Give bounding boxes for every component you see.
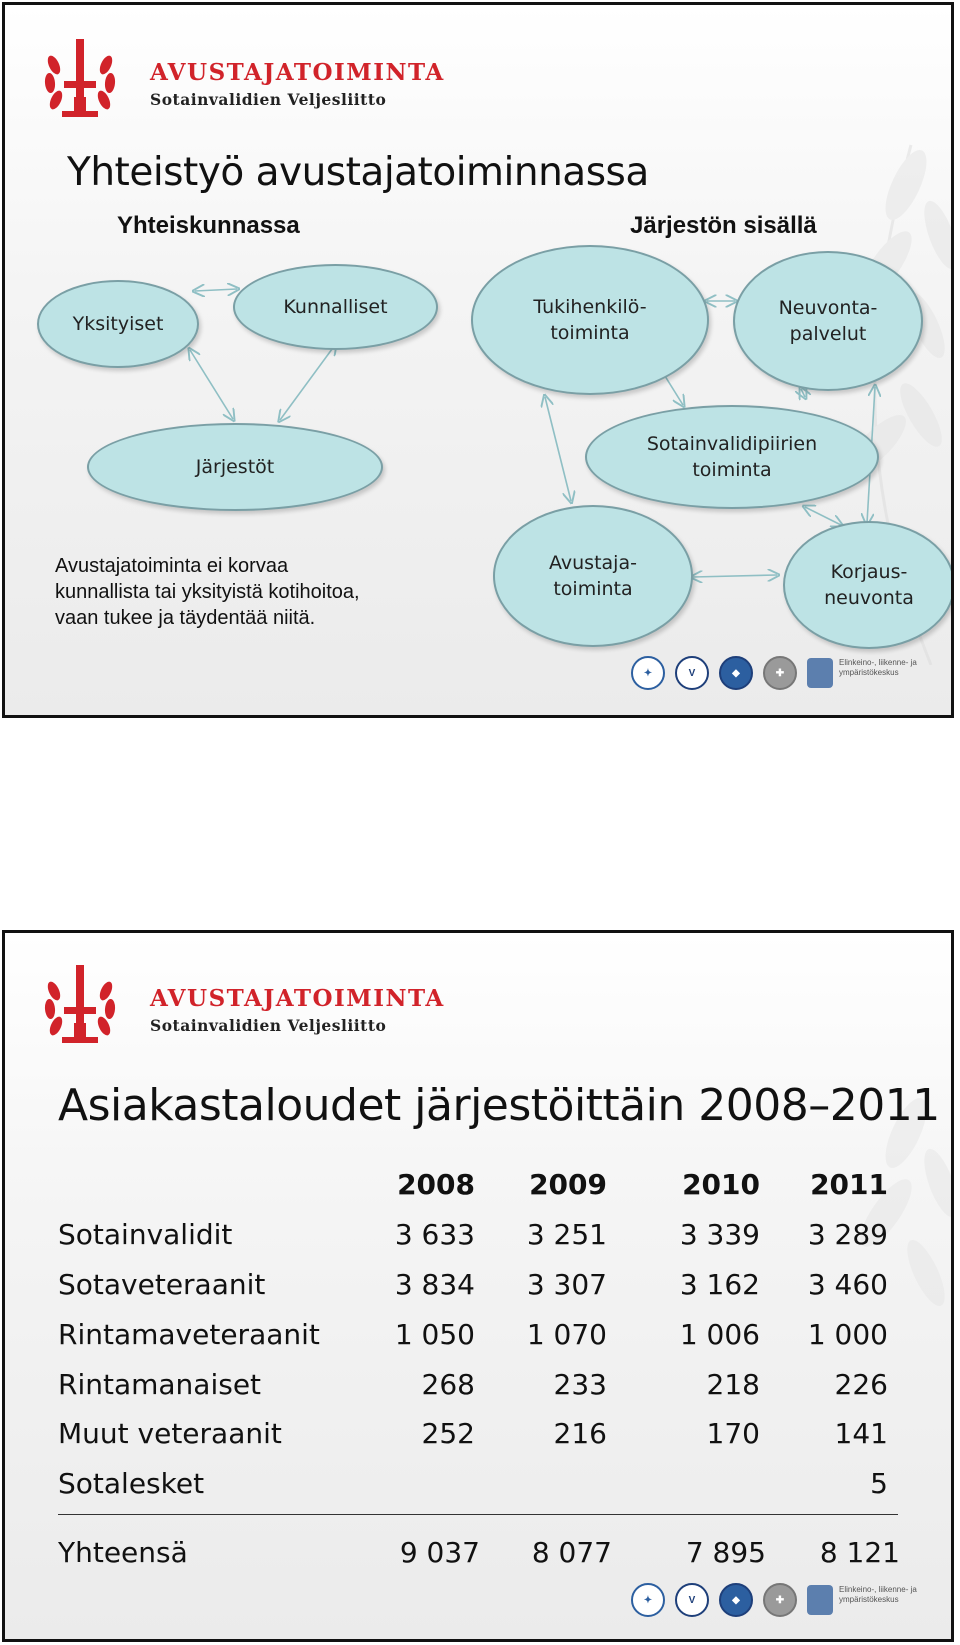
table-cell: 1 006 [679,1318,760,1351]
sword-wreath-emblem-icon [40,961,120,1049]
table-cell: 226 [834,1368,888,1401]
table-cell: 1 050 [394,1318,475,1351]
sword-wreath-emblem-icon [40,35,120,123]
total-cell: 8 121 [819,1536,900,1569]
table-cell: 233 [553,1368,607,1401]
note-text [55,553,360,631]
page-title: Yhteistyö avustajatoiminnassa [67,150,649,195]
table-cell: 170 [706,1417,760,1450]
node-kunnalliset: Kunnalliset [233,264,438,350]
table-cell: 218 [706,1368,760,1401]
row-label: Sotaveteraanit [58,1268,266,1301]
partner-text [839,658,917,678]
year-header: 2008 [397,1168,475,1201]
slide-households [2,930,954,1642]
table-cell: 216 [553,1417,607,1450]
node-neuvontapalvelut: Neuvonta- palvelut [733,251,923,391]
arrow-yksityiset-jarjestot [190,350,233,419]
ely-logo-icon [807,1585,833,1615]
table-cell: 1 000 [807,1318,888,1351]
page-title: Asiakastaloudet järjestöittäin 2008–2011 [58,1080,940,1131]
node-jarjestot: Järjestöt [87,423,383,511]
brand-name: AVUSTAJATOIMINTA [150,59,445,86]
note-line: Avustajatoiminta ei korvaa [55,555,289,577]
table-cell: 3 251 [526,1218,607,1251]
total-cell: 7 895 [685,1536,766,1569]
node-tukihenkilotoiminta: Tukihenkilö- toiminta [471,245,709,395]
partner-text-line: ympäristökeskus [839,668,899,677]
table-cell: 3 162 [679,1268,760,1301]
heading-organization: Järjestön sisällä [630,212,817,239]
note-line: kunnallista tai yksityistä kotihoitoa, [55,581,360,603]
year-header: 2010 [682,1168,760,1201]
row-label: Sotalesket [58,1467,205,1500]
row-label: Rintamanaiset [58,1368,262,1401]
heading-society: Yhteiskunnassa [117,212,300,239]
table-cell: 3 289 [807,1218,888,1251]
table-cell: 141 [834,1417,888,1450]
table-cell: 1 070 [526,1318,607,1351]
arrow-kunnalliset-jarjestot [280,345,335,420]
row-label: Rintamaveteraanit [58,1318,320,1351]
partner-text-line: Elinkeino-, liikenne- ja [839,1585,917,1594]
brand-subtitle: Sotainvalidien Veljesliitto [150,1016,387,1035]
partner-text-line: Elinkeino-, liikenne- ja [839,658,917,667]
partner-logos [631,652,921,694]
partner-text-line: ympäristökeskus [839,1595,899,1604]
node-yksityiset: Yksityiset [37,280,199,368]
table-cell: 268 [421,1368,475,1401]
year-header: 2011 [810,1168,888,1201]
node-korjausneuvonta: Korjaus- neuvonta [783,521,954,649]
arrow-yksityiset-kunnalliset [195,289,237,291]
badge-icon: ◆ [719,1583,753,1617]
node-sotainvalidipiirien-toiminta: Sotainvalidipiirien toiminta [585,405,879,509]
badge-icon: ◆ [719,656,753,690]
emblem-icon: ✦ [631,656,665,690]
brand-subtitle: Sotainvalidien Veljesliitto [150,90,387,109]
v-shield-icon: V [675,1583,709,1617]
grey-seal-icon: ✚ [763,656,797,690]
row-label: Sotainvalidit [58,1218,233,1251]
total-cell: 8 077 [531,1536,612,1569]
v-shield-icon: V [675,656,709,690]
table-cell: 3 633 [394,1218,475,1251]
table-cell: 3 339 [679,1218,760,1251]
emblem-icon: ✦ [631,1583,665,1617]
partner-text [839,1585,917,1605]
brand-name: AVUSTAJATOIMINTA [150,985,445,1012]
table-cell: 252 [421,1417,475,1450]
note-line: vaan tukee ja täydentää niitä. [55,607,316,629]
total-label: Yhteensä [58,1536,188,1569]
table-cell: 3 307 [526,1268,607,1301]
node-avustajatoiminta: Avustaja- toiminta [493,505,693,647]
brand-logo [40,35,460,125]
row-label: Muut veteraanit [58,1417,282,1450]
table-cell: 3 834 [394,1268,475,1301]
partner-logos [631,1579,921,1621]
arrow-tuki-avustaja [545,397,571,501]
table-cell: 5 [870,1467,888,1500]
year-header: 2009 [529,1168,607,1201]
brand-logo [40,961,460,1051]
table-cell: 3 460 [807,1268,888,1301]
total-cell: 9 037 [399,1536,480,1569]
slide-collaboration [2,2,954,718]
ely-logo-icon [807,658,833,688]
grey-seal-icon: ✚ [763,1583,797,1617]
